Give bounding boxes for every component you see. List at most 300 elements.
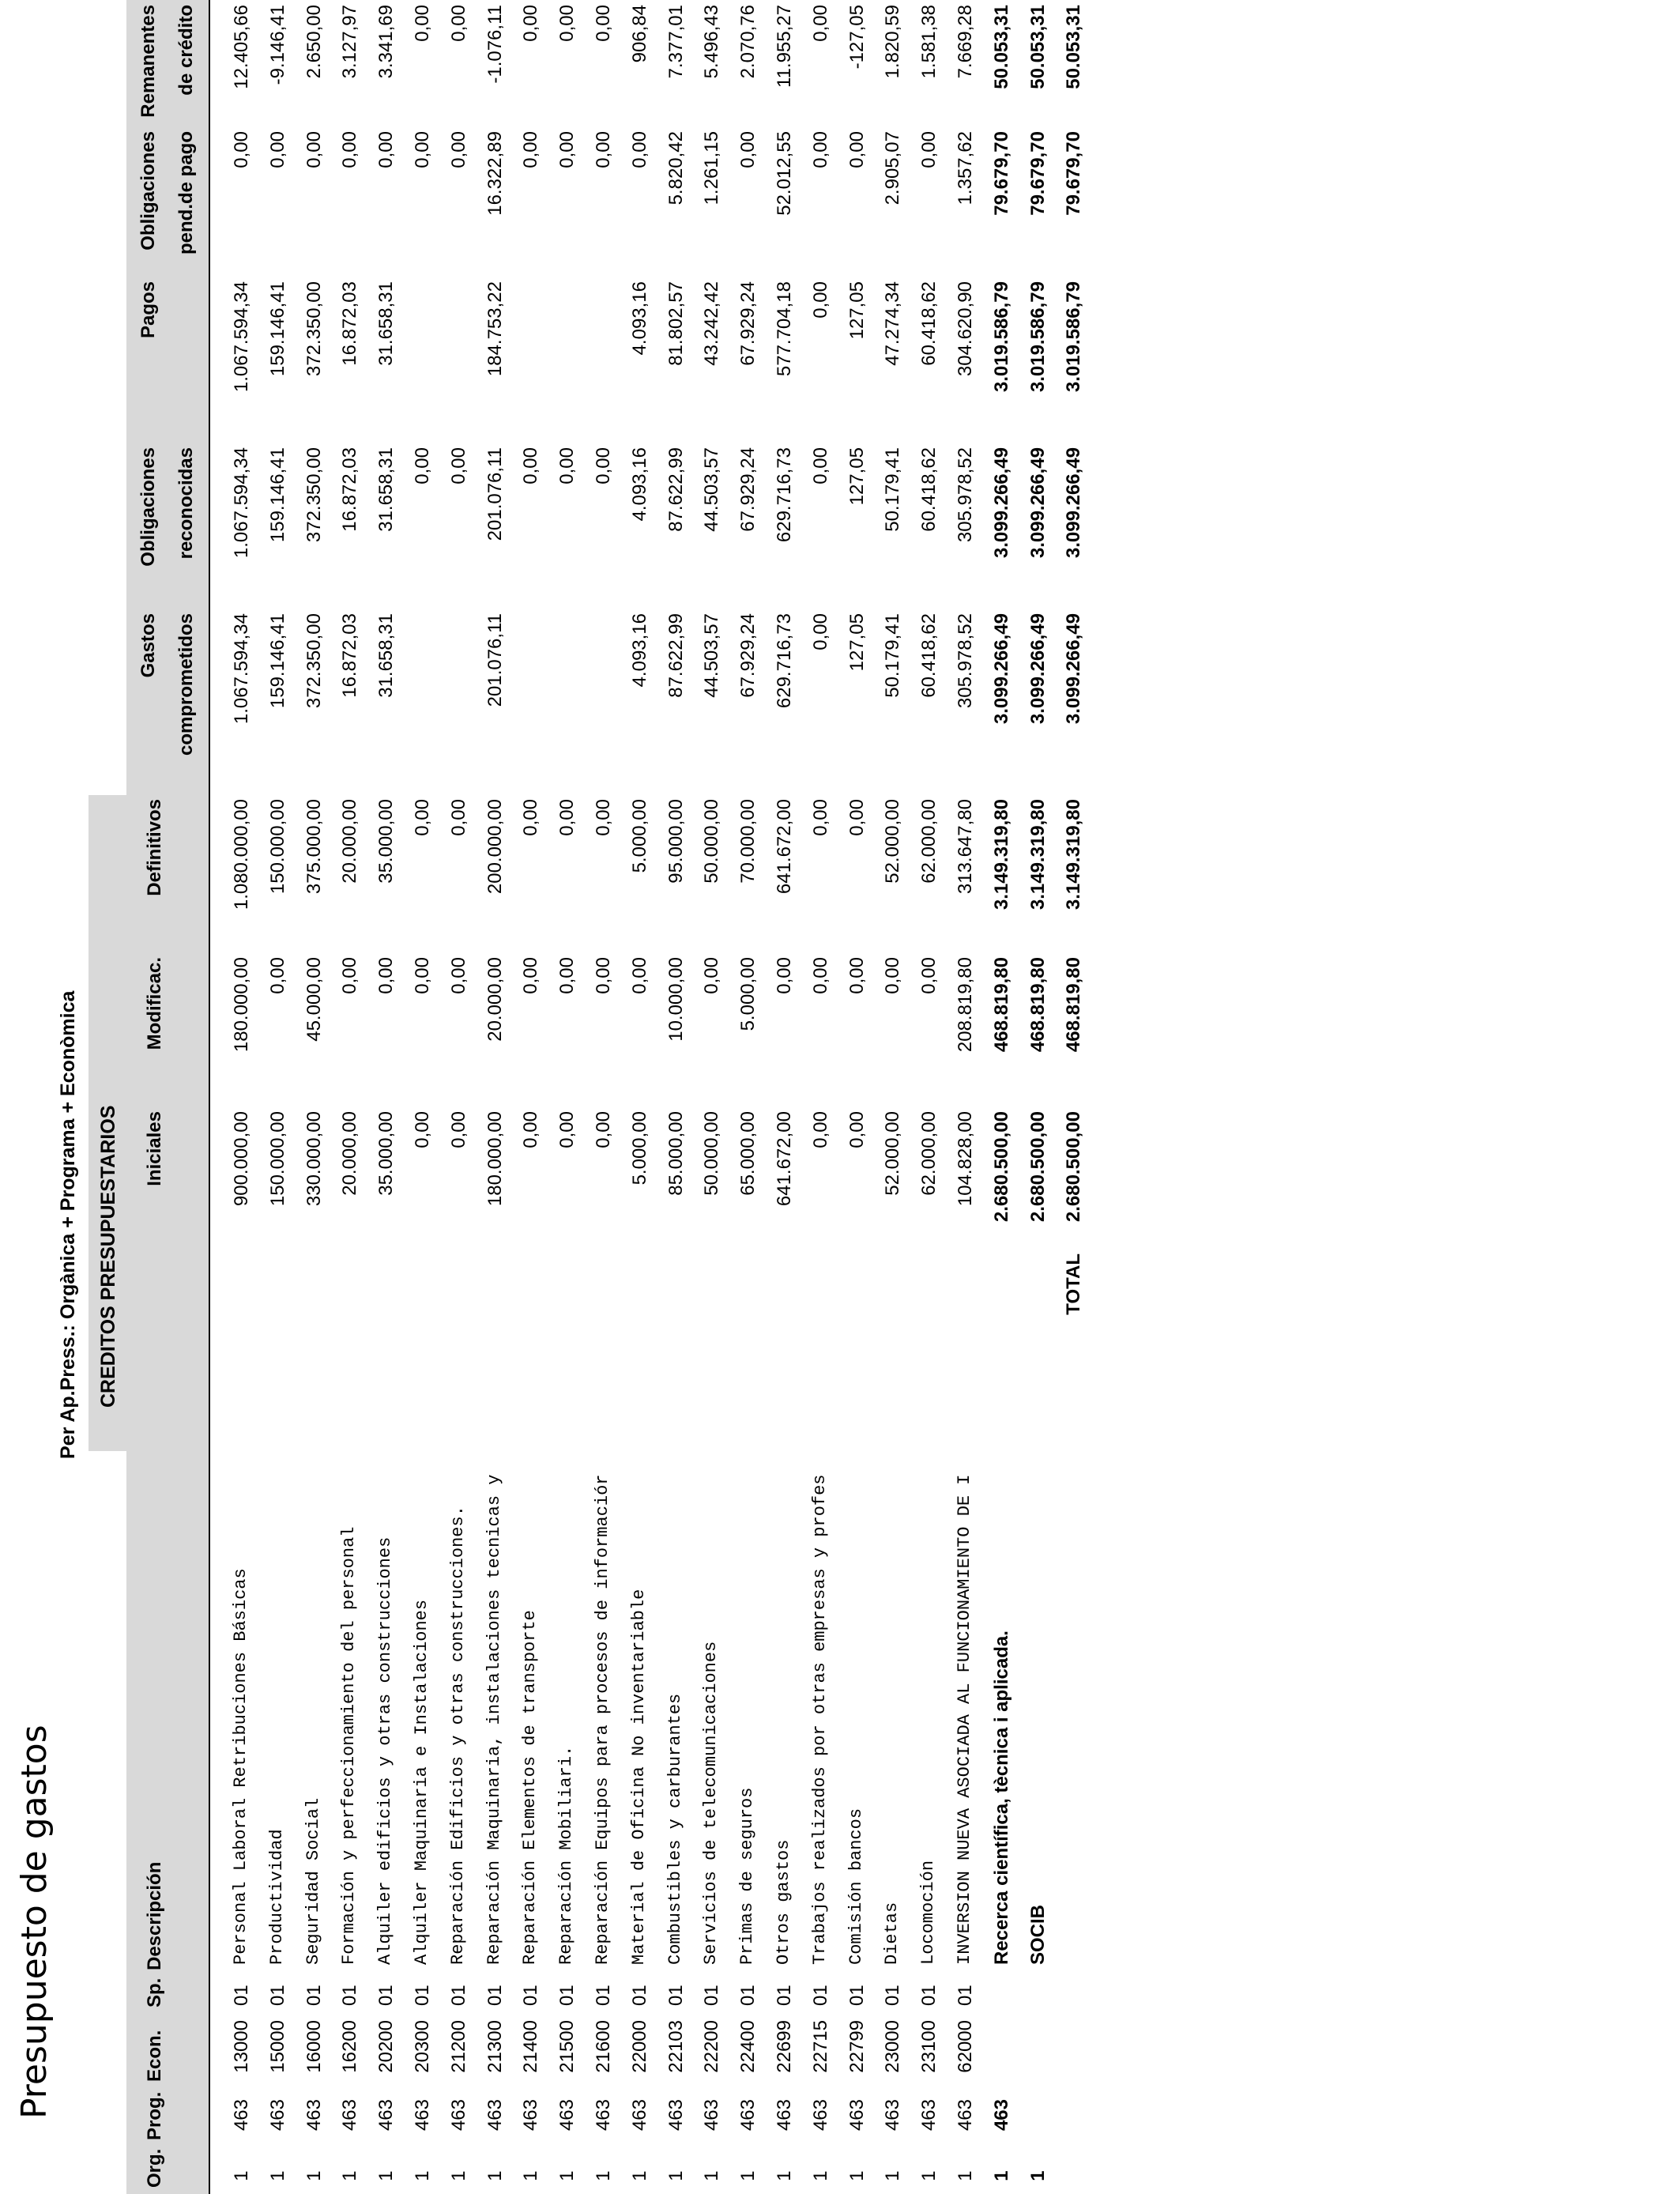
total-label: TOTAL [1063, 1253, 1085, 1315]
cell-desc: SOCIB [1026, 1904, 1049, 1965]
cell-def: 0,00 [412, 799, 433, 836]
total-row [1063, 0, 1099, 2194]
cell-econ: 22200 [701, 2020, 723, 2073]
cell-mod: 0,00 [809, 957, 831, 994]
cell-gas: 3.099.266,49 [990, 613, 1012, 725]
cell-rem: 906,84 [628, 5, 650, 63]
cell-ini: 0,00 [556, 1111, 578, 1148]
cell-mod: 0,00 [593, 957, 614, 994]
cell-sp: 01 [665, 1985, 687, 2006]
cell-pag: 159.146,41 [266, 281, 288, 377]
header-descripcion: Descripción [144, 1861, 165, 1970]
cell-ini: 2.680.500,00 [990, 1111, 1012, 1223]
table-row [665, 0, 702, 2194]
table-row [484, 0, 521, 2194]
cell-prog: 463 [231, 2099, 252, 2132]
cell-gas: 87.622,99 [665, 613, 687, 698]
cell-econ: 22715 [809, 2020, 831, 2073]
cell-prog: 463 [701, 2099, 723, 2132]
cell-econ: 15000 [266, 2020, 288, 2073]
header-obligaciones-reconocidas-1: Obligaciones [137, 447, 159, 567]
cell-mod: 0,00 [520, 957, 542, 994]
cell-org: 1 [484, 2170, 506, 2181]
cell-ini: 20.000,00 [339, 1111, 361, 1196]
cell-desc: Material de Oficina No inventariable [628, 1589, 649, 1965]
cell-pag: 16.872,03 [339, 281, 361, 366]
cell-obl: 629.716,73 [774, 447, 795, 543]
cell-def: 50.000,00 [701, 799, 723, 884]
cell-pend: 0,00 [375, 131, 397, 168]
cell-econ: 22400 [737, 2020, 759, 2073]
cell-obl: 305.978,52 [955, 447, 976, 543]
table-row [448, 0, 484, 2194]
cell-prog: 463 [774, 2099, 795, 2132]
cell-pag: 81.802,57 [665, 281, 687, 366]
table-row [774, 0, 810, 2194]
cell-sp: 01 [231, 1985, 252, 2006]
cell-sp: 01 [339, 1985, 361, 2006]
creditos-group-header: CREDITOS PRESUPUESTARIOS [89, 795, 128, 1451]
cell-obl: 0,00 [593, 447, 614, 484]
cell-rem: 12.405,66 [231, 5, 252, 89]
cell-gas: 1.067.594,34 [231, 613, 252, 725]
cell-pend: 5.820,42 [665, 131, 687, 205]
cell-pend: 0,00 [266, 131, 288, 168]
cell-prog: 463 [882, 2099, 904, 2132]
cell-ini: 900.000,00 [231, 1111, 252, 1207]
table-row [556, 0, 593, 2194]
cell-org: 1 [266, 2170, 288, 2181]
cell-pend: 0,00 [412, 131, 433, 168]
cell-gas: 305.978,52 [955, 613, 976, 709]
cell-obl: 4.093,16 [628, 447, 650, 522]
cell-desc: Locomoción [918, 1860, 939, 1965]
cell-pend: 2.905,07 [882, 131, 904, 205]
cell-gas: 50.179,41 [882, 613, 904, 698]
cell-obl: 0,00 [520, 447, 542, 484]
cell-rem: 3.127,97 [339, 5, 361, 79]
cell-rem: -1.076,11 [484, 5, 506, 84]
cell-def: 150.000,00 [266, 799, 288, 895]
cell-obl: 0,00 [412, 447, 433, 484]
cell-pend: 0,00 [737, 131, 759, 168]
cell-econ: 13000 [231, 2020, 252, 2073]
cell-desc: Productividad [266, 1829, 287, 1965]
cell-ini: 0,00 [809, 1111, 831, 1148]
cell-def: 0,00 [593, 799, 614, 836]
cell-desc: Reparación Equipos para procesos de informaciór [593, 1474, 612, 1965]
cell-desc: INVERSION NUEVA ASOCIADA AL FUNCIONAMIENTO DE I [955, 1474, 974, 1965]
cell-desc: Servicios de telecomunicaciones [701, 1641, 721, 1965]
cell-econ: 21400 [520, 2020, 542, 2073]
cell-gas: 159.146,41 [266, 613, 288, 709]
cell-pend: 1.261,15 [701, 131, 723, 205]
header-remanentes-2: de crédito [175, 5, 197, 96]
cell-rem: 11.955,27 [774, 5, 795, 88]
cell-prog: 463 [665, 2099, 687, 2132]
cell-def: 200.000,00 [484, 799, 506, 895]
cell-pag: 0,00 [809, 281, 831, 319]
cell-prog: 463 [628, 2099, 650, 2132]
cell-pag: 304.620,90 [955, 281, 976, 377]
cell-desc: Trabajos realizados por otras empresas y profes [809, 1474, 830, 1965]
header-remanentes-1: Remanentes [137, 5, 159, 118]
cell-pend: 0,00 [593, 131, 614, 168]
cell-org: 1 [955, 2170, 976, 2181]
cell-org: 1 [593, 2170, 614, 2181]
cell-org: 1 [231, 2170, 252, 2181]
cell-def: 0,00 [809, 799, 831, 836]
cell-sp: 01 [412, 1985, 433, 2006]
cell-sp: 01 [520, 1985, 542, 2006]
header-org: Org. [144, 2148, 165, 2188]
cell-pag: 67.929,24 [737, 281, 759, 366]
cell-obl: 3.099.266,49 [990, 447, 1012, 559]
cell-def: 313.647,80 [955, 799, 976, 895]
header-obligaciones-pendientes-1: Obligaciones [137, 131, 159, 251]
cell-pag: 4.093,16 [628, 281, 650, 356]
header-iniciales: Iniciales [144, 1111, 165, 1186]
cell-desc: Combustibles y carburantes [665, 1693, 685, 1965]
header-prog: Prog. [144, 2091, 165, 2140]
page-title: Presupuesto de gastos [14, 1725, 55, 2119]
cell-ini: 62.000,00 [918, 1111, 940, 1196]
cell-sp: 01 [628, 1985, 650, 2006]
cell-pag: 43.242,42 [701, 281, 723, 366]
cell-ini: 52.000,00 [882, 1111, 904, 1196]
cell-pag: 1.067.594,34 [231, 281, 252, 393]
cell-obl: 87.622,99 [665, 447, 687, 532]
cell-def: 62.000,00 [918, 799, 940, 884]
cell-econ: 23100 [918, 2020, 940, 2073]
cell-econ: 22699 [774, 2020, 795, 2073]
cell-ini: 35.000,00 [375, 1111, 397, 1196]
cell-org: 1 [520, 2170, 542, 2181]
summary-row [1027, 0, 1064, 2194]
cell-def: 641.672,00 [774, 799, 795, 895]
cell-pend: 0,00 [447, 131, 469, 168]
cell-mod: 0,00 [882, 957, 904, 994]
cell-pend: 0,00 [231, 131, 252, 168]
cell-rem: 3.341,69 [375, 5, 397, 79]
total-pag: 3.019.586,79 [1063, 281, 1085, 393]
cell-rem: 0,00 [412, 5, 433, 42]
cell-obl: 60.418,62 [918, 447, 940, 532]
cell-desc: Reparación Maquinaria, instalaciones tecnicas y [484, 1474, 504, 1965]
cell-econ: 23000 [882, 2020, 904, 2073]
cell-econ: 21300 [484, 2020, 506, 2073]
cell-def: 3.149.319,80 [990, 799, 1012, 910]
cell-pend: 0,00 [918, 131, 940, 168]
cell-rem: 0,00 [556, 5, 578, 42]
table-row [339, 0, 375, 2194]
cell-mod: 0,00 [339, 957, 361, 994]
cell-sp: 01 [266, 1985, 288, 2006]
header-sp: Sp. [144, 1977, 165, 2007]
cell-mod: 45.000,00 [303, 957, 325, 1042]
cell-prog: 463 [412, 2099, 433, 2132]
cell-gas: 31.658,31 [375, 613, 397, 698]
cell-gas: 4.093,16 [628, 613, 650, 688]
cell-mod: 0,00 [774, 957, 795, 994]
table-row [955, 0, 991, 2194]
cell-gas: 127,05 [846, 613, 868, 672]
summary-row [991, 0, 1027, 2194]
cell-desc: Comisión bancos [846, 1808, 866, 1965]
cell-org: 1 [665, 2170, 687, 2181]
cell-ini: 0,00 [593, 1111, 614, 1148]
cell-sp: 01 [556, 1985, 578, 2006]
cell-prog: 463 [520, 2099, 542, 2132]
cell-org: 1 [701, 2170, 723, 2181]
cell-prog: 463 [846, 2099, 868, 2132]
cell-gas: 372.350,00 [303, 613, 325, 709]
cell-gas: 60.418,62 [918, 613, 940, 698]
cell-mod: 0,00 [701, 957, 723, 994]
cell-pend: 0,00 [846, 131, 868, 168]
cell-sp: 01 [737, 1985, 759, 2006]
cell-rem: 0,00 [809, 5, 831, 42]
cell-def: 95.000,00 [665, 799, 687, 884]
cell-pend: 0,00 [556, 131, 578, 168]
cell-mod: 208.819,80 [955, 957, 976, 1053]
cell-def: 1.080.000,00 [231, 799, 252, 910]
cell-ini: 50.000,00 [701, 1111, 723, 1196]
cell-prog: 463 [339, 2099, 361, 2132]
cell-desc: Primas de seguros [737, 1787, 758, 1965]
cell-gas: 67.929,24 [737, 613, 759, 698]
total-gas: 3.099.266,49 [1063, 613, 1085, 725]
header-comprometidos: comprometidos [175, 613, 197, 756]
cell-prog: 463 [303, 2099, 325, 2132]
table-row [846, 0, 883, 2194]
cell-rem: -9.146,41 [266, 5, 288, 85]
cell-econ: 22000 [628, 2020, 650, 2073]
cell-desc: Alquiler edificios y otras construcciones [375, 1536, 396, 1965]
cell-desc: Otros gastos [774, 1839, 793, 1965]
cell-obl: 127,05 [846, 447, 868, 506]
cell-sp: 01 [955, 1985, 976, 2006]
cell-obl: 159.146,41 [266, 447, 288, 543]
cell-pend: 1.357,62 [955, 131, 976, 205]
cell-prog: 463 [955, 2099, 976, 2132]
table-row [701, 0, 737, 2194]
cell-org: 1 [882, 2170, 904, 2181]
cell-rem: 5.496,43 [701, 5, 723, 79]
cell-desc: Dietas [882, 1902, 902, 1965]
cell-org: 1 [1026, 2170, 1049, 2181]
cell-org: 1 [412, 2170, 433, 2181]
total-mod: 468.819,80 [1063, 957, 1085, 1053]
cell-pag: 372.350,00 [303, 281, 325, 377]
header-pagos: Pagos [137, 281, 159, 339]
cell-ini: 0,00 [520, 1111, 542, 1148]
cell-desc: Alquiler Maquinaria e Instalaciones [412, 1599, 431, 1965]
cell-def: 0,00 [846, 799, 868, 836]
cell-def: 52.000,00 [882, 799, 904, 884]
cell-econ: 21500 [556, 2020, 578, 2073]
cell-pend: 0,00 [339, 131, 361, 168]
cell-rem: 2.650,00 [303, 5, 325, 79]
cell-pend: 16.322,89 [484, 131, 506, 216]
cell-rem: 1.820,59 [882, 5, 904, 79]
cell-mod: 0,00 [447, 957, 469, 994]
cell-rem: 0,00 [593, 5, 614, 42]
cell-gas: 16.872,03 [339, 613, 361, 698]
cell-org: 1 [628, 2170, 650, 2181]
cell-prog: 463 [809, 2099, 831, 2132]
cell-gas: 201.076,11 [484, 613, 506, 707]
cell-sp: 01 [882, 1985, 904, 2006]
table-row [593, 0, 629, 2194]
table-row [810, 0, 846, 2194]
cell-obl: 44.503,57 [701, 447, 723, 532]
cell-mod: 468.819,80 [1026, 957, 1049, 1053]
cell-rem: 50.053,31 [990, 5, 1012, 89]
cell-ini: 180.000,00 [484, 1111, 506, 1207]
header-divider [209, 0, 210, 2194]
header-obligaciones-reconocidas-2: reconocidas [175, 447, 197, 560]
cell-org: 1 [809, 2170, 831, 2181]
cell-obl: 372.350,00 [303, 447, 325, 543]
cell-obl: 67.929,24 [737, 447, 759, 532]
cell-ini: 0,00 [846, 1111, 868, 1148]
cell-gas: 44.503,57 [701, 613, 723, 698]
cell-ini: 65.000,00 [737, 1111, 759, 1196]
cell-desc: Recerca científica, tècnica i aplicada. [990, 1630, 1012, 1965]
cell-sp: 01 [774, 1985, 795, 2006]
cell-sp: 01 [846, 1985, 868, 2006]
cell-mod: 0,00 [412, 957, 433, 994]
cell-pag: 184.753,22 [484, 281, 506, 377]
column-header-band [126, 0, 209, 2194]
cell-econ: 22799 [846, 2020, 868, 2073]
cell-obl: 1.067.594,34 [231, 447, 252, 559]
cell-sp: 01 [484, 1985, 506, 2006]
cell-pag: 3.019.586,79 [990, 281, 1012, 393]
cell-def: 70.000,00 [737, 799, 759, 884]
cell-def: 0,00 [556, 799, 578, 836]
table-row [231, 0, 267, 2194]
cell-pag: 127,05 [846, 281, 868, 340]
cell-rem: 1.581,38 [918, 5, 940, 79]
cell-mod: 180.000,00 [231, 957, 252, 1053]
cell-pag: 31.658,31 [375, 281, 397, 366]
cell-prog: 463 [990, 2099, 1012, 2132]
cell-pend: 0,00 [809, 131, 831, 168]
table-row [737, 0, 774, 2194]
cell-prog: 463 [266, 2099, 288, 2132]
cell-pend: 79.679,70 [990, 131, 1012, 216]
cell-mod: 20.000,00 [484, 957, 506, 1042]
cell-pag: 577.704,18 [774, 281, 795, 377]
cell-rem: 50.053,31 [1026, 5, 1049, 89]
cell-pag: 60.418,62 [918, 281, 940, 366]
cell-obl: 31.658,31 [375, 447, 397, 532]
cell-pag: 3.019.586,79 [1026, 281, 1049, 393]
cell-pend: 0,00 [303, 131, 325, 168]
cell-gas: 3.099.266,49 [1026, 613, 1049, 725]
header-definitivos: Definitivos [144, 799, 165, 896]
table-row [918, 0, 955, 2194]
cell-rem: 0,00 [447, 5, 469, 42]
cell-gas: 0,00 [809, 613, 831, 650]
cell-ini: 5.000,00 [628, 1111, 650, 1186]
table-row [882, 0, 918, 2194]
table-row [520, 0, 556, 2194]
cell-mod: 0,00 [628, 957, 650, 994]
cell-mod: 0,00 [375, 957, 397, 994]
total-rem: 50.053,31 [1063, 5, 1085, 89]
cell-ini: 330.000,00 [303, 1111, 325, 1207]
cell-ini: 85.000,00 [665, 1111, 687, 1196]
cell-mod: 0,00 [846, 957, 868, 994]
cell-desc: Formación y perfeccionamiento del personal [339, 1526, 360, 1965]
cell-desc: Reparación Elementos de transporte [520, 1610, 541, 1965]
cell-rem: 2.070,76 [737, 5, 759, 79]
cell-desc: Reparación Edificios y otras construcciones. [447, 1506, 468, 1965]
cell-obl: 3.099.266,49 [1026, 447, 1049, 559]
cell-org: 1 [774, 2170, 795, 2181]
header-econ: Econ. [144, 2030, 165, 2082]
cell-pend: 0,00 [520, 131, 542, 168]
cell-econ: 16200 [339, 2020, 361, 2073]
cell-econ: 16000 [303, 2020, 325, 2073]
cell-prog: 463 [556, 2099, 578, 2132]
cell-obl: 0,00 [556, 447, 578, 484]
header-gastos: Gastos [137, 613, 159, 678]
cell-sp: 01 [447, 1985, 469, 2006]
cell-desc: Personal Laboral Retribuciones Básicas [231, 1568, 250, 1965]
table-row [412, 0, 448, 2194]
cell-sp: 01 [303, 1985, 325, 2006]
cell-org: 1 [339, 2170, 361, 2181]
cell-ini: 0,00 [412, 1111, 433, 1148]
cell-pend: 0,00 [628, 131, 650, 168]
cell-sp: 01 [701, 1985, 723, 2006]
cell-org: 1 [556, 2170, 578, 2181]
cell-ini: 0,00 [447, 1111, 469, 1148]
cell-def: 0,00 [520, 799, 542, 836]
cell-prog: 463 [737, 2099, 759, 2132]
table-row [375, 0, 412, 2194]
cell-def: 5.000,00 [628, 799, 650, 873]
total-ini: 2.680.500,00 [1063, 1111, 1085, 1223]
cell-mod: 0,00 [556, 957, 578, 994]
report-subtitle: Per Ap.Press.: Orgànica + Programa + Econòmica [57, 990, 79, 1459]
cell-econ: 22103 [665, 2020, 687, 2073]
cell-prog: 463 [447, 2099, 469, 2132]
cell-rem: 0,00 [520, 5, 542, 42]
cell-def: 375.000,00 [303, 799, 325, 895]
cell-mod: 10.000,00 [665, 957, 687, 1042]
cell-sp: 01 [593, 1985, 614, 2006]
cell-pend: 52.012,55 [774, 131, 795, 216]
cell-rem: 7.669,28 [955, 5, 976, 79]
cell-org: 1 [918, 2170, 940, 2181]
cell-ini: 2.680.500,00 [1026, 1111, 1049, 1223]
cell-obl: 50.179,41 [882, 447, 904, 532]
cell-prog: 463 [918, 2099, 940, 2132]
cell-econ: 20200 [375, 2020, 397, 2073]
cell-org: 1 [737, 2170, 759, 2181]
cell-econ: 21600 [593, 2020, 614, 2073]
cell-ini: 641.672,00 [774, 1111, 795, 1207]
table-row [629, 0, 665, 2194]
cell-econ: 62000 [955, 2020, 976, 2073]
cell-prog: 463 [593, 2099, 614, 2132]
cell-pag: 47.274,34 [882, 281, 904, 366]
